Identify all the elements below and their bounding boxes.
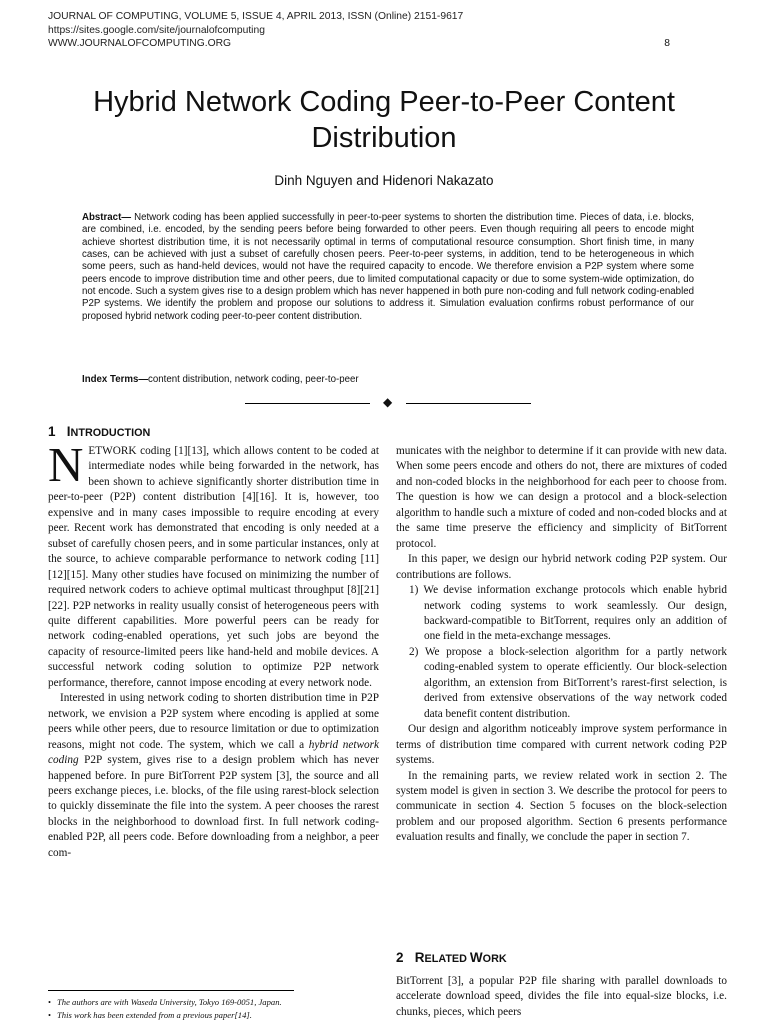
journal-header: JOURNAL OF COMPUTING, VOLUME 5, ISSUE 4, APRIL 2013, ISSN (Online) 2151-9617: [48, 11, 464, 22]
footnote-1: • The authors are with Waseda University, Tokyo 169-0051, Japan.: [48, 997, 282, 1007]
authors: Dinh Nguyen and Hidenori Nakazato: [274, 173, 494, 188]
section-2-heading: 2 RELATED WORK: [396, 950, 507, 965]
right-paragraph-4: In the remaining parts, we review related work in section 2. The system model is given in section 3. We describe the protocol for peers to communicate in section 4. Section 5 focuses on the block-selection problem and our proposed algorithm. Section 6 presents performance evaluation results and finally, we conclude the paper in section 7.: [396, 769, 727, 844]
page-number: 8: [664, 38, 670, 49]
abstract: Abstract— Network coding has been applied successfully in peer-to-peer systems to shorten the distribution time. Pieces of data, i.e. blocks, are combined, i.e. encoded, by the sending peers before being forwarded to other peers. Even though requiring all peers to encode might achieve shortest distribution time, it is not necessarily optimal in terms of computational resource consumption. Short finish time, in many cases, can be achieved with just a subset of carefully chosen peers. Peer-to-peer systems, in addition, tend to be heterogeneous in which some peers, such as hand-held devices, would not have the required capacity to encode. We therefore envision a P2P system where some peers encode to improve distribution time and other peers, due to limited computational capacity or due to some system-wide optimization, do not encode. Such a system gives rise to a design problem which has never happened in both pure non-coding and full network coding-enabled P2P systems. We identify the problem and propose our solutions to address it. Simulation evaluation confirms robust performance of our proposed hybrid network coding peer-to-peer content distribution.: [82, 212, 694, 322]
journal-url: https://sites.google.com/site/journalofcomputing: [48, 25, 265, 36]
right-paragraph-1: municates with the neighbor to determine if it can provide with new data. When some peers encode and others do not, there are mixtures of coded and non-coded blocks in the neighborhood for each peer to choose from. The question is how we can design a protocol and a block-selection algorithm to handle such a mixture of coded and non-coded blocks and at the same time preserve the efficiency and simplicity of BitTorrent protocol.: [396, 445, 727, 550]
footnote-rule: [48, 990, 294, 991]
related-work-paragraph: BitTorrent [3], a popular P2P file sharing with parallel downloads to accelerate download speed, divides the file into equal-size blocks, i.e. chunks, pieces, which peers: [396, 975, 727, 1018]
list-item: 2) We propose a block-selection algorithm for a partly network coding-enabled system to operate efficiently. Our block-selection algorithm, an extension from BitTorrent’s rarest-first selection, is derived from extensive observations of the way network coded data benefit content distribution.: [409, 645, 727, 720]
intro-paragraph-1: NETWORK coding [1][13], which allows content to be coded at intermediate nodes while being forwarded in the network, has been shown to achieve significantly shorter distribution time in peer-to-peer (P2P) content distribution [4][16]. It is, however, too expensive and in many cases impossible to require encoding at every peer. Recent work has demonstrated that encoding is only needed at a subset of carefully chosen peers, and in some particular instances, only at the source, to achieve comparable performance to network coding [11][12][15]. Many other studies have focused on minimizing the number of required network coders to achieve optimal multicast throughput [8][21][22]. P2P networks in reality usually consist of heterogeneous peers with quite different capabilities. More powerful peers can be ready for network coding-enabled operations, yet such jobs are beyond the capacity of resource-limited peers like hand-held and mobile devices. A successful network coding solution to optimize P2P network performance, therefore, cannot impose encoding at every network node.: [48, 437, 379, 689]
abstract-label: Abstract: [82, 212, 122, 223]
contributions-list: [396, 583, 727, 722]
paper-title: [0, 84, 768, 156]
title-line-1: Hybrid Network Coding Peer-to-Peer Content: [93, 86, 675, 118]
right-paragraph-3: Our design and algorithm noticeably improve system performance in terms of distribution time compared with current network coding P2P systems.: [396, 723, 727, 767]
left-column: [48, 437, 379, 861]
right-column: [396, 444, 727, 846]
related-work-column: [396, 974, 727, 1020]
abstract-text: Network coding has been applied successfully in peer-to-peer systems to shorten the distribution time. Pieces of data, i.e. blocks, are combined, i.e. encoded, by the sending peers before being forwarded to other peers. Even though requiring all peers to encode might achieve shortest distribution time, it is not necessarily optimal in terms of computational resource consumption. Short finish time, in many cases, can be achieved with just a subset of carefully chosen peers. Peer-to-peer systems, in addition, tend to be heterogeneous in which some peers, such as hand-held devices, would not have the required capacity to encode. We therefore envision a P2P system where some peers encode to improve distribution time and other peers, due to limited computational capacity or due to some system-wide optimization, do not encode. Such a system gives rise to a design problem which has never happened in both pure non-coding and full network coding-enabled P2P systems. We identify the problem and propose our solutions to address it. Simulation evaluation confirms robust performance of our proposed hybrid network coding peer-to-peer content distribution.: [82, 212, 694, 322]
intro-paragraph-2: Interested in using network coding to shorten distribution time in P2P network, we envision a P2P system where encoding is applied at some peers while other peers, due to resource limitation or due to optimization reasons, might not code. The system, which we call a hybrid network coding P2P system, gives rise to a design problem which has never happened before. In pure BitTorrent P2P system [3], the source and all peers exchange pieces, i.e. blocks, of the file using rarest-block selection to quickly disseminate the file into the system. A peer chooses the rarest blocks in the neighborhood to download first. In full network coding-enabled P2P, all peers code. Before downloading from a neighbor, a peer com-: [48, 692, 379, 859]
drop-cap: N: [48, 437, 84, 492]
right-paragraph-2: In this paper, we design our hybrid network coding P2P system. Our contributions are follows.: [396, 553, 727, 581]
journal-site: WWW.JOURNALOFCOMPUTING.ORG: [48, 38, 232, 49]
section-divider: [245, 395, 535, 409]
title-line-2: Distribution: [311, 122, 457, 154]
index-terms-label: Index Terms: [82, 374, 139, 385]
section-1-heading: 1 INTRODUCTION: [48, 424, 151, 439]
list-item: 1) We devise information exchange protocols which enable hybrid network coding systems to work seamlessly. Our design, backward-compatible to BitTorrent, requires only an addition of one field in the meta-exchange messages.: [409, 584, 727, 643]
footnote-2: • This work has been extended from a previous paper[14].: [48, 1010, 252, 1020]
index-terms-text: content distribution, network coding, peer-to-peer: [148, 374, 359, 385]
index-terms: Index Terms—content distribution, network coding, peer-to-peer: [82, 374, 359, 385]
diamond-icon: ◆: [383, 395, 393, 409]
